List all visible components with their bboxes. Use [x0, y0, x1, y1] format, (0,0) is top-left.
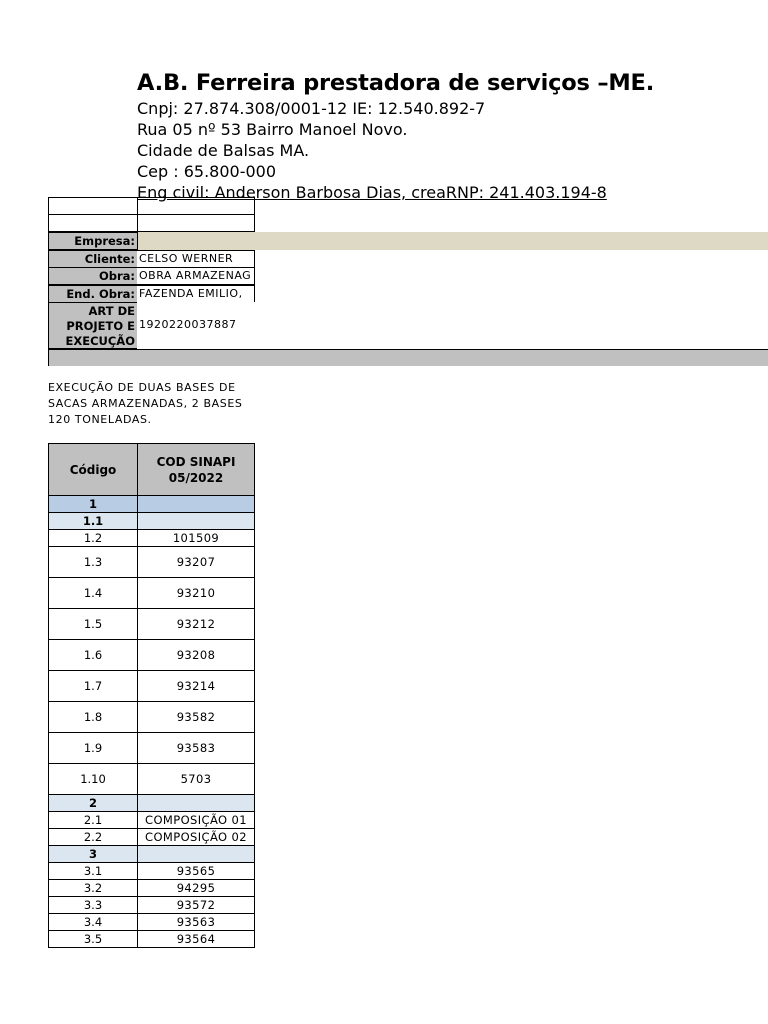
empty-cell: [137, 214, 255, 232]
header-cod-sinapi-line: COD SINAPI: [156, 454, 236, 469]
row-code: 1.8: [48, 701, 138, 733]
row-code: 1: [48, 495, 138, 513]
cliente-label: Cliente:: [48, 250, 138, 268]
art-value: 1920220037887: [137, 302, 255, 349]
row-sinapi-code: 93582: [137, 701, 255, 733]
row-code: 1.9: [48, 732, 138, 764]
empty-cell: [137, 197, 255, 215]
row-code: 1.5: [48, 608, 138, 640]
description-line: 120 TONELADAS.: [48, 413, 152, 426]
row-code: 3: [48, 845, 138, 863]
table-row: [48, 496, 255, 513]
obra-value: OBRA ARMAZENAG: [137, 267, 255, 285]
row-code: 2.1: [48, 811, 138, 829]
description-line: SACAS ARMAZENADAS, 2 BASES: [48, 397, 243, 410]
table-row: [48, 609, 255, 640]
end-obra-label: End. Obra:: [48, 285, 138, 303]
row-code: 1.3: [48, 546, 138, 578]
empty-cell: [48, 214, 138, 232]
table-row: [48, 547, 255, 578]
row-code: 1.10: [48, 763, 138, 795]
table-row: [48, 846, 255, 863]
row-code: 1.4: [48, 577, 138, 609]
table-row: [48, 863, 255, 880]
table-row: [48, 897, 255, 914]
table-row: [48, 880, 255, 897]
header-cod-sinapi-line: 05/2022: [168, 470, 224, 485]
row-code: 1.6: [48, 639, 138, 671]
table-row: [48, 702, 255, 733]
project-description: [48, 380, 255, 428]
table-row: [48, 914, 255, 931]
row-sinapi-code: [137, 512, 255, 530]
row-code: 3.5: [48, 930, 138, 948]
row-sinapi-code: 93583: [137, 732, 255, 764]
row-code: 3.4: [48, 913, 138, 931]
art-label: [48, 302, 138, 349]
row-sinapi-code: 93212: [137, 608, 255, 640]
row-sinapi-code: 94295: [137, 879, 255, 897]
row-code: 1.7: [48, 670, 138, 702]
art-label-line: ART DE: [88, 304, 135, 318]
row-sinapi-code: 93210: [137, 577, 255, 609]
empresa-label: Empresa:: [48, 232, 138, 250]
address-line: Rua 05 nº 53 Bairro Manoel Novo.: [137, 120, 408, 139]
row-code: 3.2: [48, 879, 138, 897]
row-sinapi-code: 93565: [137, 862, 255, 880]
row-code: 3.1: [48, 862, 138, 880]
row-sinapi-code: 93214: [137, 670, 255, 702]
company-name: A.B. Ferreira prestadora de serviços –ME.: [137, 70, 655, 96]
row-sinapi-code: 93564: [137, 930, 255, 948]
table-row: [48, 829, 255, 846]
header-cod-sinapi: [137, 443, 255, 496]
row-sinapi-code: 101509: [137, 529, 255, 547]
end-obra-value: FAZENDA EMILIO,: [137, 285, 255, 303]
city-line: Cidade de Balsas MA.: [137, 141, 310, 160]
engineer-line: Eng civil: Anderson Barbosa Dias, creaRNP: 241.403.194-8: [137, 183, 607, 202]
cnpj-line: Cnpj: 27.874.308/0001-12 IE: 12.540.892-7: [137, 99, 486, 118]
row-sinapi-code: 93207: [137, 546, 255, 578]
row-code: 1.1: [48, 512, 138, 530]
art-label-line: EXECUÇÃO: [65, 334, 135, 348]
row-sinapi-code: [137, 845, 255, 863]
row-code: 1.2: [48, 529, 138, 547]
row-sinapi-code: 93572: [137, 896, 255, 914]
empty-cell: [48, 197, 138, 215]
row-code: 2.2: [48, 828, 138, 846]
table-row: [48, 931, 255, 948]
row-code: 2: [48, 794, 138, 812]
row-sinapi-code: 93563: [137, 913, 255, 931]
row-sinapi-code: [137, 495, 255, 513]
table-row: [48, 764, 255, 795]
table-row: [48, 530, 255, 547]
row-code: 3.3: [48, 896, 138, 914]
table-row: [48, 733, 255, 764]
table-row: [48, 671, 255, 702]
cep-line: Cep : 65.800-000: [137, 162, 277, 181]
art-label-line: PROJETO E: [66, 319, 135, 333]
description-line: EXECUÇÃO DE DUAS BASES DE: [48, 381, 236, 394]
separator-band: [48, 349, 768, 366]
letterhead: [137, 68, 767, 203]
table-row: [48, 795, 255, 812]
empresa-band: [137, 232, 768, 250]
row-sinapi-code: 93208: [137, 639, 255, 671]
row-sinapi-code: COMPOSIÇÃO 01: [137, 811, 255, 829]
table-row: [48, 513, 255, 530]
obra-label: Obra:: [48, 267, 138, 285]
row-sinapi-code: [137, 794, 255, 812]
row-sinapi-code: 5703: [137, 763, 255, 795]
table-row: [48, 640, 255, 671]
row-sinapi-code: COMPOSIÇÃO 02: [137, 828, 255, 846]
cliente-value: CELSO WERNER: [137, 250, 255, 268]
header-codigo: Código: [48, 443, 138, 496]
table-row: [48, 812, 255, 829]
table-row: [48, 578, 255, 609]
